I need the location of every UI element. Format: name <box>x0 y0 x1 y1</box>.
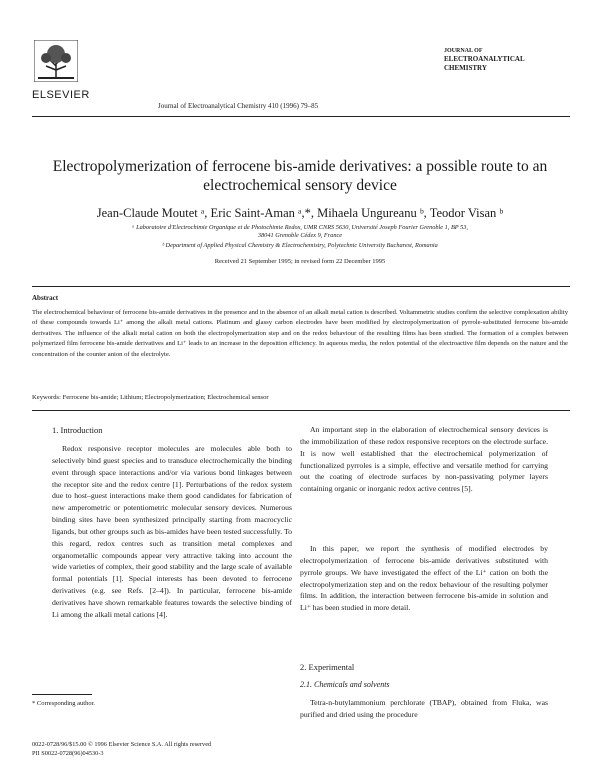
received-dates: Received 21 September 1995; in revised form 22 December 1995 <box>214 258 386 265</box>
chemicals-subheading: 2.1. Chemicals and solvents <box>300 680 390 689</box>
corresponding-author-footnote: * Corresponding author. <box>32 700 96 707</box>
pii-line: PII S0022-0728(96)04530-3 <box>32 750 104 757</box>
elsevier-tree-logo <box>34 40 78 82</box>
right-paragraph-2-text: In this paper, we report the synthesis of modified electrodes by electropolymerization of ferrocene bis-amide derivatives substituted with pyrrole groups. We have investigated the effect of the Li⁺ cation on both the electropolymerization step and on the redox behaviour of the resulting polymer films. In addition, the interaction between ferrocene bis-amide in solution and Li⁺ has been studied in more detail. <box>300 544 548 613</box>
journal-reference: Journal of Electroanalytical Chemistry 410 (1996) 79–85 <box>158 102 319 110</box>
footnote-rule <box>32 694 92 695</box>
experimental-heading: 2. Experimental <box>300 662 355 672</box>
abstract-heading: Abstract <box>32 294 59 302</box>
introduction-text: Redox responsive receptor molecules are molecules able both to selectively bind guest species and to transduce electrochemically the binding event through space interactions and/or via various bond linkages between the receptor site and the redox centre [1]. Perturbations of the redox system due to host–guest interactions make them good candidates for fabrication of new amperometric or potentiometric molecular sensory devices. Numerous binding sites have been synthesized principally starting from macrocyclic ligands, but other groups such as bis-amides have been tested successfully. To this regard, redox centres such as transition metal complexes and organometallic compounds appear very attractive taking into account the wide varieties of complex, their good stability and the large scale of available formal potentials [1]. Special interests has been devoted to ferrocene derivatives (e.g. see Refs. [2–4]). In particular, ferrocene bis-amide derivatives have shown remarkable features towards the selective binding of Li among the alkali metal cations [4]. <box>52 444 292 619</box>
journal-badge <box>432 42 548 106</box>
author-list: Jean-Claude Moutet ᵃ, Eric Saint-Aman ᵃ,*, Mihaela Ungureanu ᵇ, Teodor Visan ᵇ <box>96 206 504 220</box>
publisher-name: ELSEVIER <box>32 89 90 101</box>
abstract-bottom-rule <box>32 410 570 411</box>
introduction-heading: 1. Introduction <box>52 425 103 435</box>
right-paragraph-1 <box>300 424 548 540</box>
right-paragraph-1-text: An important step in the elaboration of electrochemical sensory devices is the immobilization of these redox responsive receptors on the electrode surface. It is now well established that the electrochemical polymerization of functionalized pyrroles is a simple, effective and versatile method for carrying out the coating of electrode surfaces by non-passivating polymer layers containing organic or inorganic redox active centres [5]. <box>300 425 548 494</box>
badge-line: CHEMISTRY <box>444 64 487 72</box>
right-paragraph-3-text: Tetra-n-butylammonium perchlorate (TBAP), obtained from Fluka, was purified and dried using the procedure <box>300 698 548 719</box>
affiliation-a-cont: 38041 Grenoble Cédex 9, France <box>257 232 343 239</box>
affiliation-a: ᵃ Laboratoire d'Electrochimie Organique et de Photochimie Redox, UMR CNRS 5630, Université Joseph Fourier Grenoble 1, BP 53, <box>132 224 468 231</box>
keywords: Keywords: Ferrocene bis-amide; Lithium; Electropolymerization; Electrochemical sensor <box>32 394 269 401</box>
abstract-text: The electrochemical behaviour of ferrocene bis-amide derivatives in the presence and in the absence of an alkali metal cation is described. Voltammetric studies confirm the selective complexation ability of these compounds towards Li⁺ among the alkali metal cations. Platinum and glassy carbon electrodes have been modified by electropolymerization of pyrrole-substituted ferrocene bis-amide derivatives. The influence of the alkali metal cation on both the electropolymerization step and on the redox behaviour of the resulting films has been studied. The formation of a complex between polymerized film ferrocene bis-amide derivatives and Li⁺ leads to an increase in the deposition efficiency. In aqueous media, the redox potential of the electroactive film depends on the nature and the concentration of the counter anion of the electrolyte. <box>32 309 568 358</box>
badge-line: ELECTROANALYTICAL <box>444 55 525 63</box>
right-paragraph-2 <box>300 543 548 649</box>
right-paragraph-3 <box>300 697 548 733</box>
abstract-top-rule <box>32 286 570 287</box>
copyright-line: 0022-0728/96/$15.00 © 1996 Elsevier Science S.A. All rights reserved <box>32 741 212 748</box>
header-rule <box>32 116 570 117</box>
copyright-block <box>32 740 211 758</box>
badge-line: JOURNAL OF <box>444 48 483 54</box>
article-title: Electropolymerization of ferrocene bis-amide derivatives: a possible route to an electrochemical sensory device <box>52 158 548 194</box>
introduction-paragraph <box>52 443 292 689</box>
affiliation-b: ᵇ Department of Applied Physical Chemistry & Electrochemistry, Polytechnic University Bucharest, Romania <box>162 242 438 249</box>
